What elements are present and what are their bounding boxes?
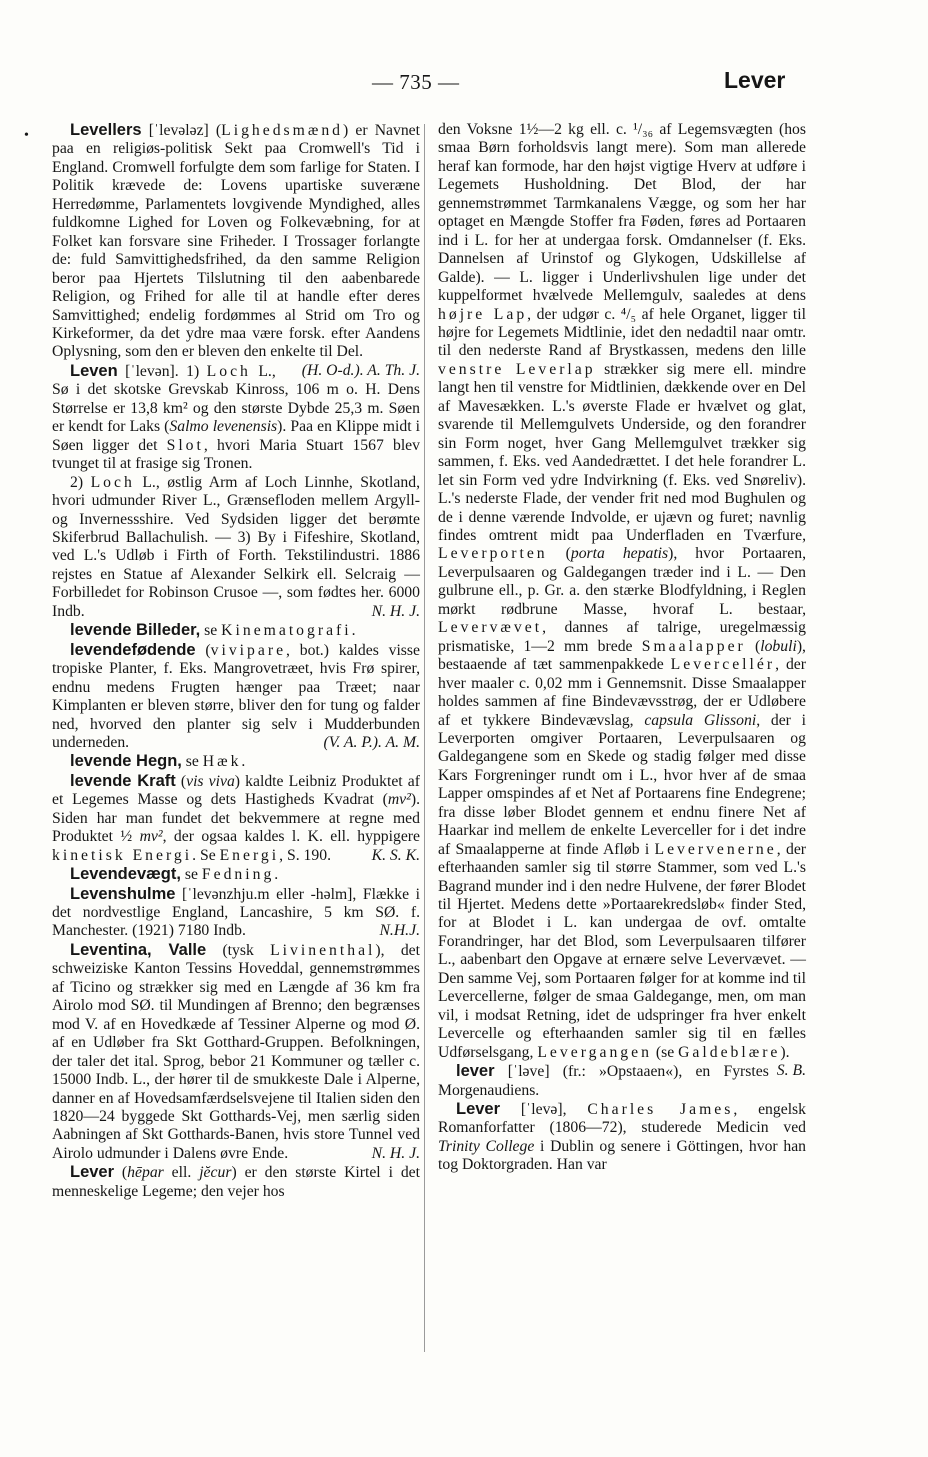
entry-lever-continued: den Voksne 1½—2 kg ell. c. ¹/₃₆ af Legemsvægten (hos smaa Børn forholdsvis langt mere). Som man allerede heraf kan formode, har den højst vigtige Hverv at udføre i Legemets Husholdning. Det Blod, der har gennemstrømmet Tarmkanalens Vægge, og som her har optaget en Mængde Stoffer fra Føden, føres ad Portaaren ind i L. for her at undergaa forsk. Omdannelser (f. Eks. Dannelsen af Urinstof og Glykogen, Udskillelse af Galde). — L. ligger i Underlivshulen lige under det kuppelformet hvælvede Mellemgulv, saaledes at dens højre Lap, der udgør c. ⁴/₅ af hele Organet, ligger til højre for Legemets Midtlinie, idet den nedadtil naar omtr. til den nederste Rand af Brystkassen, medens den lille venstre Leverlap strækker sig mere ell. mindre langt hen til venstre for Midtlinien, dækkende over en Del af Mavesækken. L.'s øverste Flade er hvælvet og glat, svarende til Mellemgulvets Underside, og den forandrer sin Form noget, hver Gang Mellemgulvet trækker sig sammen, f. Eks. ved Aandedrættet. I det hele forandrer L. let sin Form ved ydre Indvirkning (f. Eks. ved Snøreliv). L.'s nederste Flade, der vender frit ned mod Bughulen og de i denne værende Indvolde, er ujævn og furet; navnlig findes omtrent midt paa Underfladen en Tværfure, Leverporten (porta hepatis), hvor Portaaren, Leverpulsaaren og Galdegangen træder ind i L. — Den gulbrune ell., p. Gr. a. den stærke Blodfyldning, i Reglen mørkt rødbrune Masse, hvoraf L. bestaar, Levervævet, dannes af talrige, uregelmæssig prismatiske, 1—2 mm brede Smaalapper (lobuli), bestaaende af tæt sammenpakkede Levercellér, der hver maaler c. 0,02 mm i Gennemsnit. Disse Smaalapper holdes sammen af fine Bindevævsstrøg, der er Udløbere af et tykkere Bindevævslag, capsula Glissoni, der i Leverporten omgiver Portaaren, Leverpulsaaren og Galdegangene som en Skede og stadig følger med disse Kars Forgreninger rundt om i L., hvor hver af de smaa Lapper omspindes af et Net af Portaarens fine Endegrene; fra disse løber Blodet gennem et endnu finere Net af Haarkar ind mellem de enkelte Leverceller for i det indre af Smaalapperne at finde Afløb i Levervenerne, der efterhaanden samler sig til større Stammer, som ved L.'s Bagrand munder ind i den nedre Hulvene, der fører Blodet til Hjertet. Medens dette »Portaarekredsløb« finder Sted, for at Blodet i L. kan undergaa de ovf. omtalte Forandringer, har det Blod, som Leverpulsaaren tilfører L., aabenbart den Opgave at ernære selve Levervævet. — Den samme Vej, som Portaaren følger for at komme ind til Levercellerne, følger de smaa Galdegange, men, om man vil, i modsat Retning, idet de udspringer fra hver enkelt Levercelle og efterhaanden samler sig til en fælles Udførselsgang, Levergangen (se Galdeblære). S. B. [438,121,807,1080]
entry-levenshulme: Levenshulme [ˈlevənzhju.m eller -hǝlm], Flække i det nordvestlige England, Lancashire, 5 km SØ. f. Manchester. (1921) 7180 Indb. N.H.J. [52,884,420,940]
author-signature: S. B. [776,1062,806,1080]
entry-levellers: Levellers [ˈlevəlǝz] (Lighedsmænd) er Navnet paa en religiøs-politisk Sekt paa Cromwell's Tid i England. Cromwell forfulgte dem som farlige for Staten. I Politik krævede de: Lovens upartiske suveræne Herredømme, Parlamentets lovgivende Myndighed, alles fuldkomne Lighed for Loven og Folkevæbning, for at Folket kan forsvare sine Friheder. I Trossager forlangte de: fuld Samvittighedsfrihed, da den samme Religion beror paa Hjertets Tilslutning til den aabenbarede Religion, og Frihed for alle til at handle efter deres Samvittighed; endelig fordømmes al Strid om Tro og Kirkeformer, da det ydre maa være forsk. efter Aandens Oplysning, som den er bleven den enkelte til Del. (H. O-d.). A. Th. J. [52,121,420,379]
headword: Levenshulme [70,884,176,903]
column-divider [424,124,425,1352]
author-signature: N. H. J. [371,602,420,620]
headword: Leventina, Valle [70,940,207,959]
left-column [52,121,420,1201]
headword: levendefødende [70,640,196,659]
entry-lever-french: lever [ˈləve] (fr.: »Opstaaen«), en Fyrstes Morgenaudiens. [438,1062,769,1099]
author-signature: N.H.J. [379,922,420,940]
entry-levende-hegn: levende Hegn, se Hæk. [70,752,249,771]
entry-levende-billeder: levende Billeder, se Kinematografi. [70,621,359,640]
page-number: — 735 — [372,70,460,94]
headword: Lever [70,1163,115,1182]
margin-bullet: • [24,128,29,143]
headword: lever [456,1062,495,1081]
author-signature: (H. O-d.). A. Th. J. [301,361,420,379]
entry-lever: Lever (hēpar ell. jĕcur) er den største Kirtel i det menneskelige Legeme; den vejer hos [52,1163,420,1200]
running-head: Lever [724,67,786,93]
entry-levendefodende: levendefødende (vivipare, bot.) kaldes visse tropiske Planter, f. Eks. Mangrovetræet, hvis Frø spirer, endnu medens Frugten hænger paa Træet; naar Kimplanten er bleven større, bliver den for tung og falder ned, hvorved den planter sig selv i Mudderbunden underneden. (V. A. P.). A. M. [52,640,420,751]
headword: Levellers [70,121,142,139]
right-column [438,121,806,1175]
headword: Leven [70,361,118,380]
entry-leven: Leven [ˈlevən]. 1) Loch L., Sø i det skotske Grevskab Kinross, 106 m o. H. Dens Størrelse er 13,8 km² og den største Dybde 25,3 m. Søen er kendt for Laks (Salmo levenensis). Paa en Klippe midt i Søen ligger det Slot, hvori Maria Stuart 1567 blev tvunget til at frasige sig Tronen. [52,361,421,473]
page-header [0,62,928,102]
author-signature: K. S. K. [371,846,420,864]
headword: Levendevægt, [70,865,181,884]
author-signature: N. H. J. [371,1144,420,1162]
headword: Lever [456,1100,501,1119]
headword: levende Hegn, [70,752,182,771]
entry-leventina: Leventina, Valle (tysk Livinenthal), det schweiziske Kanton Tessins Hoveddal, gennemstrømmes af Ticino og strækker sig med en Længde af 36 km fra Airolo mod SØ. til Mundingen af Brenno; den begrænses mod V. af en Hovedkæde af Tessiner Alperne og mod Ø. af en Udløber fra Skt Gotthard-Gruppen. Befolkningen, der taler det ital. Sprog, bebor 21 Kommuner og tæller c. 15000 Indb. L., der hører til de smukkeste Dale i Alperne, danner en af Hovedsamfærdselsvejene til Italien siden den 1820—24 byggede Skt Gotthards-Vej, men særlig siden Aabningen af Skt Gotthards-Banen, hvis store Tunnel ved Airolo udmunder i Dalens øvre Ende. N. H. J. [52,940,421,1162]
entry-levende-kraft: levende Kraft (vis viva) kaldte Leibniz Produktet af et Legemes Masse og dets Hastigheds Kvadrat (mv²). Siden har man fundet det bekvemmere at regne med Produktet ½ mv², der ogsaa kaldes l. K. ell. hyppigere kinetisk Energi. Se Energi, S. 190. K. S. K. [52,771,420,864]
entry-leven-2: 2) Loch L., østlig Arm af Loch Linnhe, Skotland, hvori udmunder River L., Grænsefloden mellem Argyll- og Invernessshire. Ved Sydsiden ligger det berømte Skiferbrud Ballachulish. — 3) By i Fifeshire, Skotland, ved L.'s Udløb i Firth of Forth. Tekstilindustri. 1886 rejstes en Statue af Alexander Selkirk ell. Selcraig — Forbilledet for Robinson Crusoe —, som fødtes her. 6000 Indb. N. H. J. [52,473,420,620]
headword: levende Billeder, [70,621,201,640]
headword: levende Kraft [70,771,176,790]
entry-levendevaegt: Levendevægt, se Fedning. [70,865,282,884]
author-signature: (V. A. P.). A. M. [323,733,420,751]
entry-lever-charles-james: Lever [ˈlevə], Charles James, engelsk Romanforfatter (1806—72), studerede Medicin ved Trinity College i Dublin og senere i Göttingen, hvor han tog Doktorgraden. Han var [438,1100,806,1174]
